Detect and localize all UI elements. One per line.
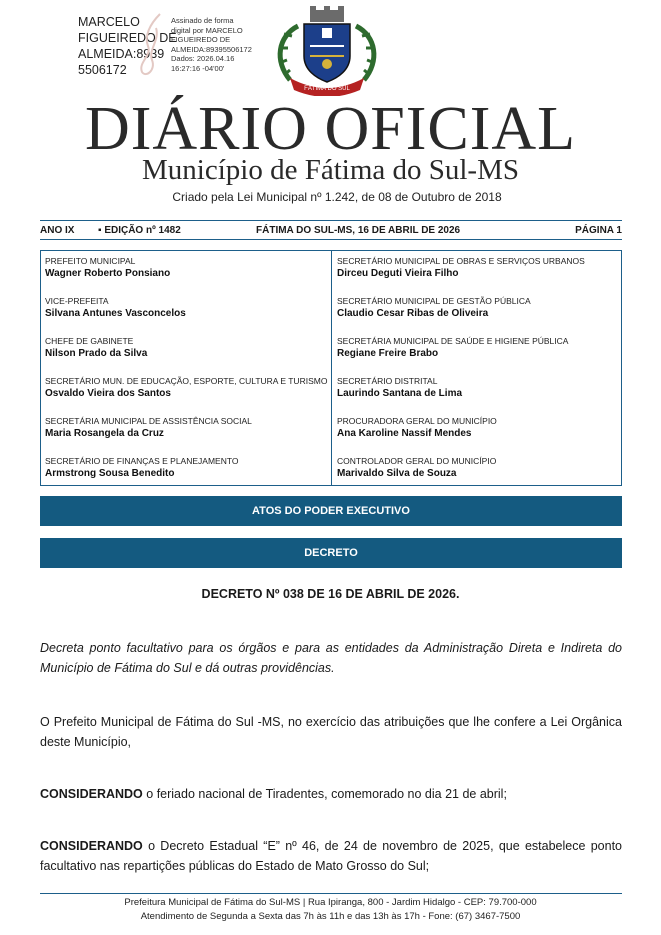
official-role: VICE-PREFEITA (45, 296, 109, 306)
crest-ribbon-text: FÁTIMA DO SUL (304, 86, 350, 92)
official-entry (45, 296, 335, 320)
masthead-title: DIÁRIO OFICIAL (84, 95, 577, 163)
decree-considerando-1 (40, 784, 622, 804)
considerando-text: o feriado nacional de Tiradentes, comemorado no dia 21 de abril; (142, 787, 507, 801)
official-role: PREFEITO MUNICIPAL (45, 256, 136, 266)
municipal-coat-of-arms-icon (268, 6, 386, 96)
official-entry (337, 456, 627, 480)
section-atos-poder-executivo: ATOS DO PODER EXECUTIVO (40, 496, 622, 526)
official-name: Wagner Roberto Ponsiano (45, 268, 171, 279)
official-entry (337, 256, 627, 280)
official-role: SECRETÁRIO DE FINANÇAS E PLANEJAMENTO (45, 456, 239, 466)
official-role: PROCURADORA GERAL DO MUNICÍPIO (337, 416, 497, 426)
official-name: Claudio Cesar Ribas de Oliveira (337, 308, 489, 319)
signature-detail-line: 16:27:16 -04'00' (171, 63, 225, 73)
edition-page: PÁGINA 1 (575, 224, 622, 236)
edition-place-date: FÁTIMA DO SUL-MS, 16 DE ABRIL DE 2026 (256, 224, 461, 236)
edition-bar (40, 220, 622, 240)
official-name: Osvaldo Vieira dos Santos (45, 388, 171, 399)
considerando-text: o Decreto Estadual “E” nº 46, de 24 de novembro de 2025, que estabelece ponto facultativo nas repartições públicas do Estado de Mato Grosso do Sul; (40, 839, 622, 873)
officials-divider (331, 251, 332, 485)
signature-detail-line: digital por MARCELO (171, 25, 243, 35)
signature-name-line: ALMEIDA:8939 (78, 47, 165, 61)
signature-detail-line: Assinado de forma (171, 16, 234, 25)
decree-ementa: Decreta ponto facultativo para os órgãos e para as entidades da Administração Direta e Indireta do Município de Fátima do Sul e dá outras providências. (40, 641, 622, 675)
official-entry (337, 336, 627, 360)
official-name: Laurindo Santana de Lima (337, 388, 463, 399)
signature-name-line: FIGUEIREDO DE (78, 31, 177, 45)
official-entry (45, 456, 335, 480)
signature-detail-line: ALMEIDA:89395506172 (171, 44, 252, 54)
official-role: SECRETÁRIO MUNICIPAL DE GESTÃO PÚBLICA (337, 296, 531, 306)
official-name: Armstrong Sousa Benedito (45, 468, 175, 479)
official-role: CHEFE DE GABINETE (45, 336, 134, 346)
decree-preamble: O Prefeito Municipal de Fátima do Sul -MS, no exercício das atribuições que lhe confere a Lei Orgânica deste Município, (40, 715, 622, 749)
official-role: SECRETÁRIA MUNICIPAL DE SAÚDE E HIGIENE PÚBLICA (337, 336, 569, 346)
official-entry (337, 296, 627, 320)
official-entry (45, 336, 335, 360)
official-name: Ana Karoline Nassif Mendes (337, 428, 472, 439)
official-name: Silvana Antunes Vasconcelos (45, 308, 186, 319)
footer-hours: Atendimento de Segunda a Sexta das 7h às 11h e das 13h às 17h - Fone: (67) 3467-7500 (140, 911, 521, 922)
official-name: Regiane Freire Brabo (337, 348, 439, 359)
handwritten-signature-icon (130, 10, 170, 80)
signature-name-line: 5506172 (78, 63, 127, 77)
edition-number: ▪ EDIÇÃO nº 1482 (98, 224, 181, 236)
footer-address: Prefeitura Municipal de Fátima do Sul-MS | Rua Ipiranga, 800 - Jardim Hidalgo - CEP: 79.700-000 (124, 897, 537, 908)
official-role: CONTROLADOR GERAL DO MUNICÍPIO (337, 456, 497, 466)
signature-detail-line: FIGUEIREDO DE (171, 35, 231, 44)
official-role: SECRETÁRIO MUNICIPAL DE OBRAS E SERVIÇOS URBANOS (337, 256, 585, 266)
official-role: SECRETÁRIO DISTRITAL (337, 376, 438, 386)
official-role: SECRETÁRIO MUN. DE EDUCAÇÃO, ESPORTE, CULTURA E TURISMO (45, 376, 328, 386)
signature-detail-line: Dados: 2026.04.16 (171, 54, 235, 63)
footer-rule (40, 893, 622, 894)
officials-table (40, 250, 622, 486)
signature-name-line: MARCELO (78, 15, 140, 29)
official-entry (45, 256, 335, 280)
official-entry (337, 376, 627, 400)
official-name: Dirceu Deguti Vieira Filho (337, 268, 459, 279)
masthead-subtitle: Município de Fátima do Sul-MS (142, 154, 519, 186)
official-name: Nilson Prado da Silva (45, 348, 148, 359)
masthead-law: Criado pela Lei Municipal nº 1.242, de 08 de Outubro de 2018 (172, 190, 502, 204)
signature-details (171, 16, 266, 73)
official-entry (45, 416, 335, 440)
official-entry (337, 416, 627, 440)
official-entry (45, 376, 335, 400)
official-name: Maria Rosangela da Cruz (45, 428, 164, 439)
considerando-label: CONSIDERANDO (40, 787, 143, 801)
decree-title: DECRETO Nº 038 DE 16 DE ABRIL DE 2026. (201, 587, 460, 601)
edition-year: ANO IX (40, 224, 75, 236)
decree-considerando-2 (40, 836, 622, 876)
section-decreto: DECRETO (40, 538, 622, 568)
official-name: Marivaldo Silva de Souza (337, 468, 457, 479)
official-role: SECRETÁRIA MUNICIPAL DE ASSISTÊNCIA SOCIAL (45, 416, 252, 426)
considerando-label: CONSIDERANDO (40, 839, 143, 853)
